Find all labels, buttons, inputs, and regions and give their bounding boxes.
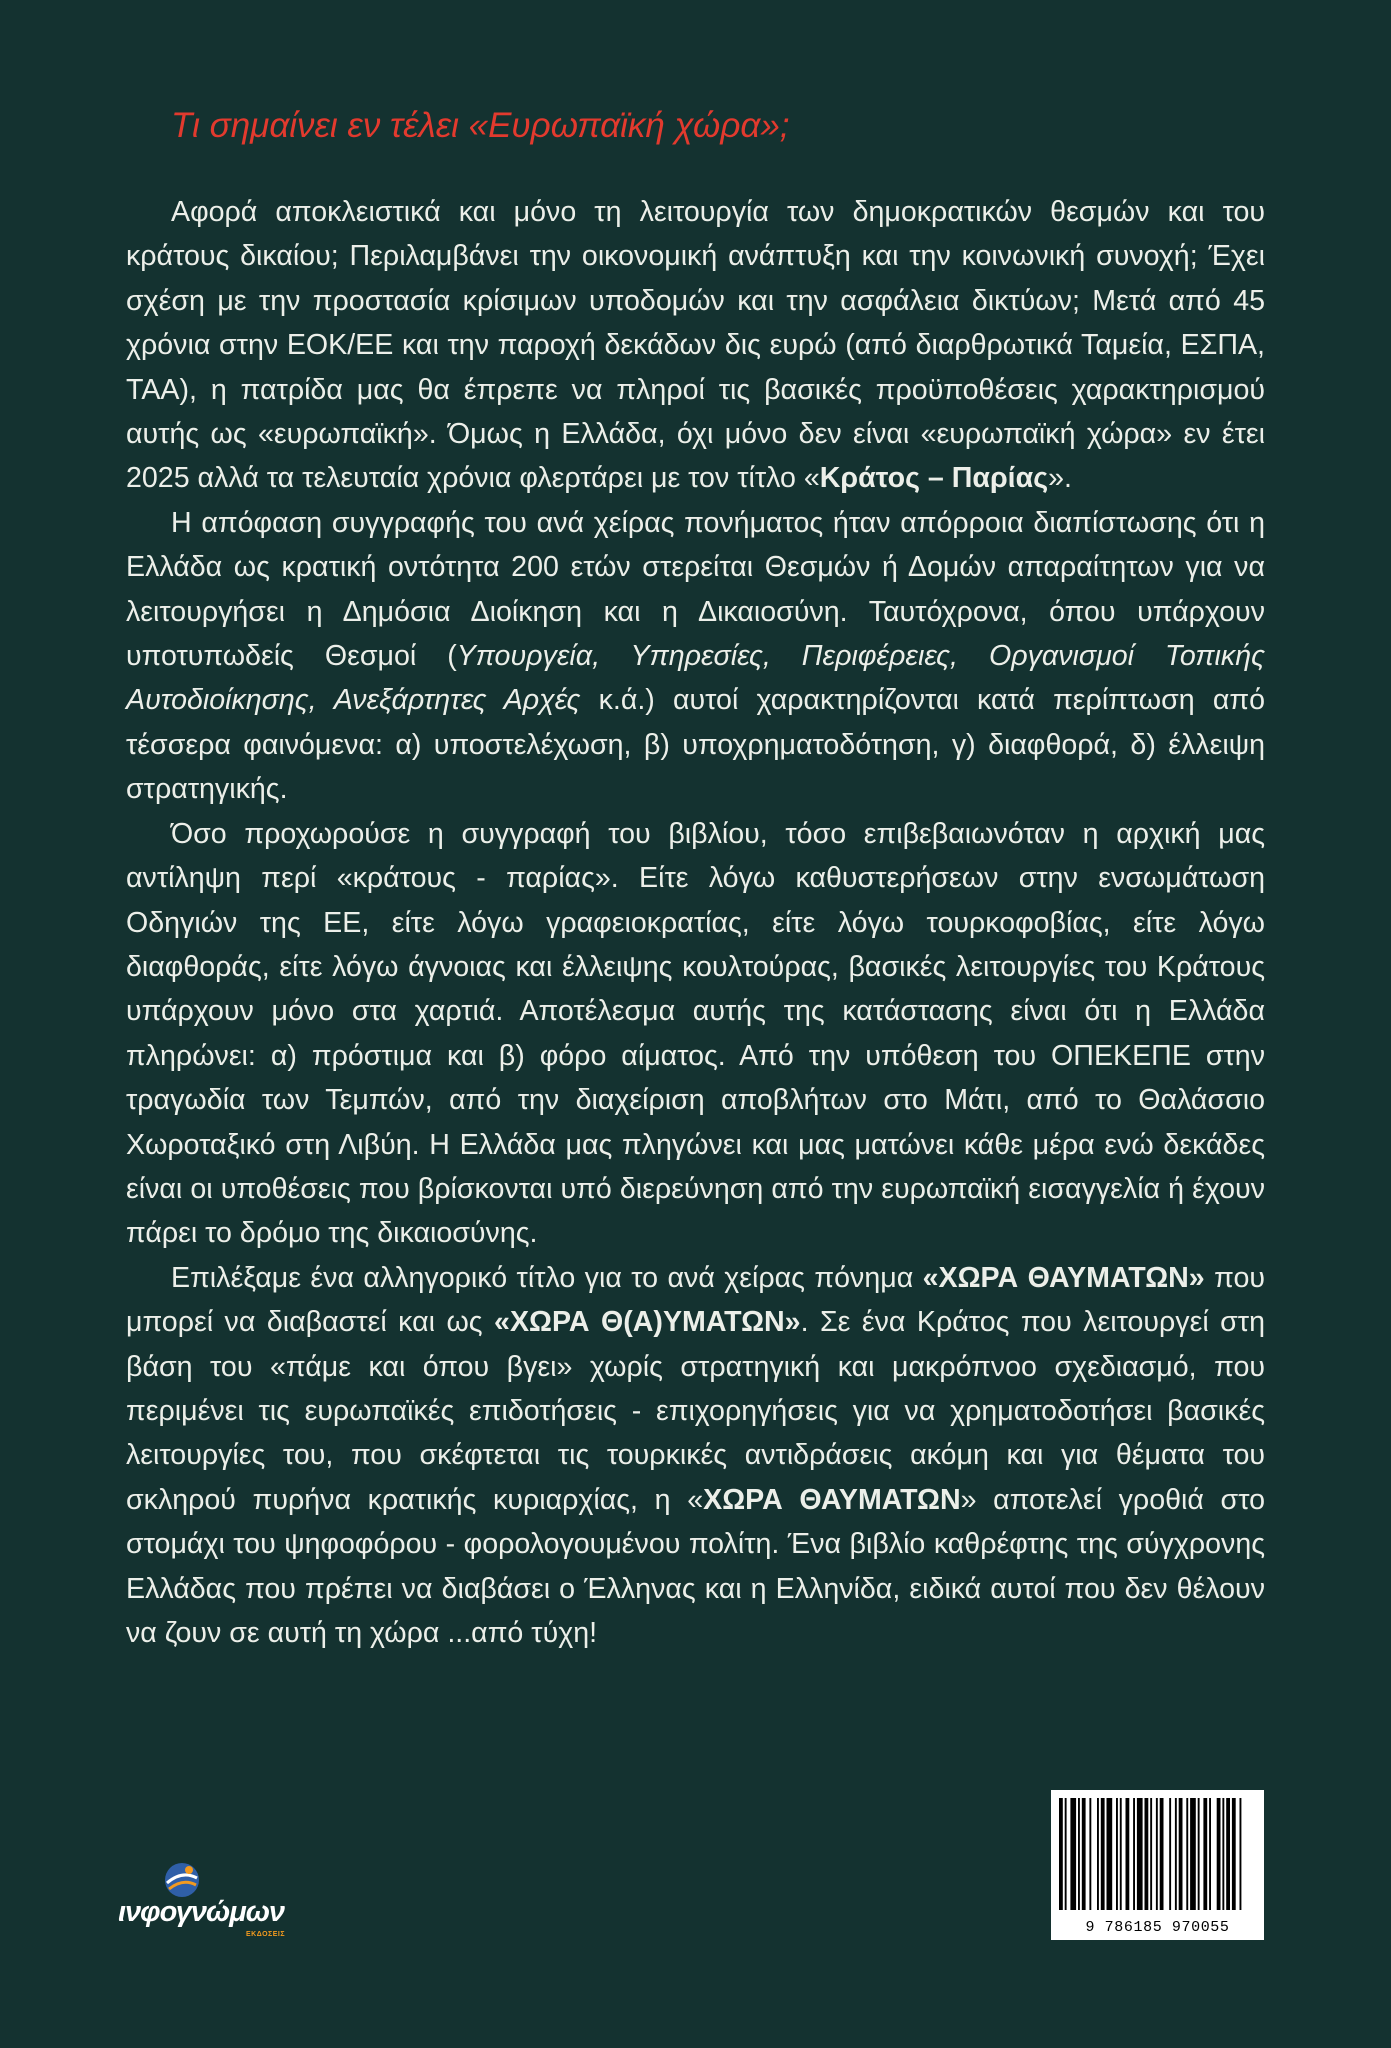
barcode-bar	[1175, 1798, 1177, 1910]
blurb-text	[126, 190, 1265, 1655]
barcode-bar	[1145, 1798, 1149, 1910]
barcode-bar	[1137, 1798, 1143, 1910]
blurb-paragraph	[126, 1256, 1265, 1656]
barcode-bar	[1217, 1798, 1221, 1910]
barcode-bar	[1097, 1798, 1099, 1910]
barcode-bar	[1226, 1798, 1230, 1910]
barcode-bar	[1082, 1798, 1086, 1910]
barcode-bar	[1107, 1798, 1113, 1910]
text-run: . Σε ένα Κράτος που λειτουργεί στη βάση του «πάμε και όπου βγει» χωρίς στρατηγική και μακρόπνοο σχεδιασμό, που περιμένει τις ευρωπαϊκές επιδοτήσεις - επιχορηγήσεις για να χρηματοδοτήσει βασικές λειτουργίες του, που σκέφτεται τις τουρκικές αντιδράσεις ακόμη και για θέματα του σκληρού πυρήνα κρατικής κυριαρχίας, η «	[126, 1306, 1266, 1516]
bold-phrase: «ΧΩΡΑ ΘΑΥΜΑΤΩΝ»	[922, 1261, 1205, 1294]
text-run: Η απόφαση συγγραφής του ανά χείρας πονήματος ήταν απόρροια διαπίστωσης ότι η Ελλάδα ως κρατική οντότητα 200 ετών στερείται Θεσμών ή Δομών απαραίτητων για να λειτουργήσει η Δημόσια Διοίκηση και η Δικαιοσύνη. Ταυτόχρονα, όπου υπάρχουν υποτυπωδείς Θεσμοί (	[126, 506, 1265, 673]
barcode-bar	[1198, 1798, 1200, 1910]
publisher-name: ινφογνώμων	[118, 1896, 285, 1928]
barcode-bar	[1133, 1798, 1135, 1910]
barcode-bar	[1186, 1798, 1188, 1910]
isbn-number: 9 786185 970055	[1085, 1919, 1230, 1936]
italic-phrase: Υπουργεία, Υπηρεσίες, Περιφέρειες, Οργανισμοί Τοπικής Αυτοδιοίκησης, Ανεξάρτητες Αρχές	[126, 640, 1265, 717]
barcode-bar	[1222, 1798, 1224, 1910]
barcode-bar	[1209, 1798, 1211, 1910]
bold-phrase: ΧΩΡΑ ΘΑΥΜΑΤΩΝ	[703, 1483, 961, 1516]
blurb-paragraph	[126, 190, 1265, 501]
barcode-bar	[1116, 1798, 1118, 1910]
bold-phrase: Κράτος – Παρίας	[819, 462, 1049, 495]
barcode-bar	[1120, 1798, 1122, 1910]
barcode-bar	[1160, 1798, 1164, 1910]
barcode-bar	[1232, 1798, 1236, 1910]
barcode-bar	[1070, 1798, 1076, 1910]
barcode-bar	[1190, 1798, 1196, 1910]
text-run: που μπορεί να διαβαστεί και ως	[126, 1261, 1265, 1339]
barcode-bar	[1078, 1798, 1080, 1910]
barcode-bar	[1089, 1798, 1091, 1910]
barcode-bar	[1156, 1798, 1158, 1910]
publisher-logo	[118, 1858, 300, 1938]
text-run: » αποτελεί γροθιά στο στομάχι του ψηφοφόρου - φορολογουμένου πολίτη. Ένα βιβλίο καθρέφτης της σύγχρονης Ελλάδας που πρέπει να διαβάσει ο Έλληνας και η Ελληνίδα, ειδικά αυτοί που δεν θέλουν να ζουν σε αυτή τη χώρα ...από τύχη!	[126, 1483, 1265, 1649]
text-run: Αφορά αποκλειστικά και μόνο τη λειτουργία των δημοκρατικών θεσμών και του κράτους δικαίου; Περιλαμβάνει την οικονομική ανάπτυξη και την κοινωνική συνοχή; Έχει σχέση με την προστασία κρίσιμων υποδομών και την ασφάλεια δικτύων; Μετά από 45 χρόνια στην ΕΟΚ/ΕΕ και την παροχή δεκάδων δις ευρώ (από διαρθρωτικά Ταμεία, ΕΣΠΑ, ΤΑΑ), η πατρίδα μας θα έπρεπε να πληροί τις βασικές προϋποθέσεις χαρακτηρισμού αυτής ως «ευρωπαϊκή». Όμως η Ελλάδα, όχι μόνο δεν είναι «ευρωπαϊκή χώρα» εν έτει 2025 αλλά τα τελευταία χρόνια φλερτάρει με τον τίτλο «	[126, 196, 1265, 495]
barcode-bar	[1179, 1798, 1183, 1910]
barcode-bar	[1240, 1798, 1242, 1910]
barcode-bar	[1065, 1798, 1067, 1910]
publisher-subtitle: ΕΚΔΟΣΕΙΣ	[246, 1931, 286, 1938]
text-run: ».	[1048, 462, 1072, 495]
barcode-bar	[1169, 1798, 1171, 1910]
blurb-paragraph	[126, 812, 1265, 1256]
barcode-bar	[1059, 1798, 1063, 1910]
cover-heading: Τι σημαίνει εν τέλει «Ευρωπαϊκή χώρα»;	[171, 106, 790, 145]
text-run: Όσο προχωρούσε η συγγραφή του βιβλίου, τόσο επιβεβαιωνόταν η αρχική μας αντίληψη περί «κράτους - παρίας». Είτε λόγω καθυστερήσεων στην ενσωμάτωση Οδηγιών της ΕΕ, είτε λόγω γραφειοκρατίας, είτε λόγω τουρκοφοβίας, είτε λόγω διαφθοράς, είτε λόγω άγνοιας και έλλειψης κουλτούρας, βασικές λειτουργίες του Κράτους υπάρχουν μόνο στα χαρτιά. Αποτέλεσμα αυτής της κατάστασης είναι ότι η Ελλάδα πληρώνει: α) πρόστιμα και β) φόρο αίματος. Από την υπόθεση του ΟΠΕΚΕΠΕ στην τραγωδία των Τεμπών, από την διαχείριση αποβλήτων στο Μάτι, από το Θαλάσσιο Χωροταξικό στη Λιβύη. Η Ελλάδα μας πληγώνει και μας ματώνει κάθε μέρα ενώ δεκάδες είναι οι υποθέσεις που βρίσκονται υπό διερεύνηση από την ευρωπαϊκή εισαγγελία ή έχουν πάρει το δρόμο της δικαιοσύνης.	[126, 817, 1265, 1250]
text-run: κ.ά.) αυτοί χαρακτηρίζονται κατά περίπτωση από τέσσερα φαινόμενα: α) υποστελέχωση, β) υποχρηματοδότηση, γ) διαφθορά, δ) έλλειψη στρατηγικής.	[126, 684, 1265, 806]
barcode-bar	[1126, 1798, 1130, 1910]
barcode-bars	[1051, 1790, 1264, 1940]
isbn-barcode	[1051, 1790, 1264, 1940]
barcode-bar	[1150, 1798, 1152, 1910]
barcode-bar	[1101, 1798, 1105, 1910]
barcode-bar	[1203, 1798, 1207, 1910]
bold-phrase: «ΧΩΡΑ Θ(Α)ΥΜΑΤΩΝ»	[494, 1306, 801, 1339]
blurb-paragraph	[126, 501, 1265, 812]
text-run: Επιλέξαμε ένα αλληγορικό τίτλο για το ανά χείρας πόνημα	[171, 1261, 923, 1294]
